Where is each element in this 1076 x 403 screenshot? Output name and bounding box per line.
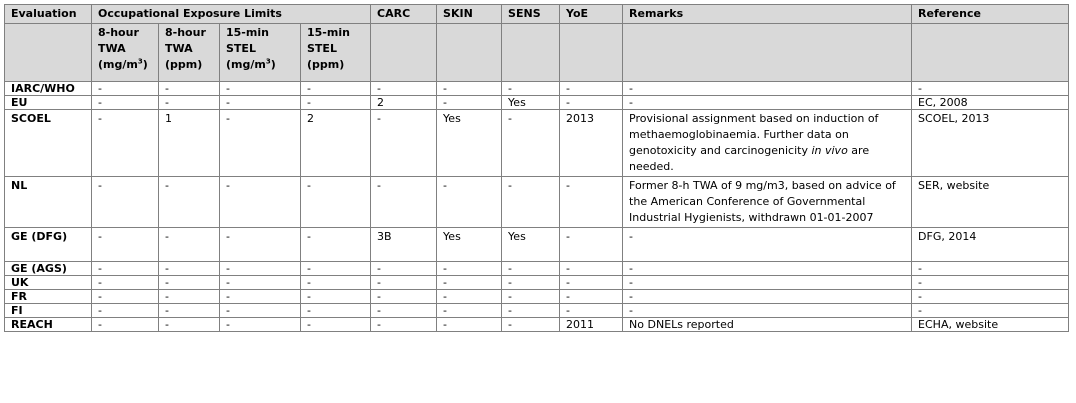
subheader-twa-mg-line2: TWA [98,42,126,55]
cell-remarks: - [623,290,912,304]
subheader-stel-mg-line2: STEL [226,42,256,55]
subheader-twa-mg-unit: (mg/m [98,58,138,71]
subheader-stel-mg-unit: (mg/m [226,58,266,71]
cell-twa-ppm: - [159,262,220,276]
cell-yoe: 2011 [560,318,623,332]
header-sens: SENS [502,5,560,24]
cell-yoe: 2013 [560,110,623,177]
cell-skin: Yes [437,228,502,262]
cell-sens: Yes [502,96,560,110]
subheader-twa-mg-close: ) [142,58,148,71]
cell-carc: 3B [371,228,437,262]
cell-stel-ppm: - [301,262,371,276]
cell-twa-mg: - [92,276,159,290]
subheader-stel-ppm [301,24,371,82]
cell-sens: - [502,177,560,228]
cell-evaluation: SCOEL [5,110,92,177]
cell-twa-ppm: - [159,82,220,96]
cell-twa-mg: - [92,110,159,177]
cell-sens: - [502,304,560,318]
cell-reference: DFG, 2014 [912,228,1069,262]
subheader-twa-ppm [159,24,220,82]
cell-reference: - [912,304,1069,318]
cell-sens: - [502,82,560,96]
cell-twa-mg: - [92,82,159,96]
subheader-empty [912,24,1069,82]
cell-evaluation: NL [5,177,92,228]
cell-reference: - [912,82,1069,96]
cell-carc: - [371,177,437,228]
cell-remarks: - [623,82,912,96]
cell-twa-mg: - [92,96,159,110]
subheader-empty [502,24,560,82]
subheader-empty [371,24,437,82]
cell-yoe: - [560,276,623,290]
cell-stel-mg: - [220,262,301,276]
cell-sens: - [502,318,560,332]
table-row [5,304,1069,318]
cell-remarks: - [623,228,912,262]
remarks-text-part: are needed. [629,144,870,173]
cell-remarks: - [623,96,912,110]
cell-remarks [623,110,912,177]
cell-skin: - [437,290,502,304]
cell-stel-mg: - [220,110,301,177]
cell-stel-mg: - [220,276,301,290]
subheader-stel-mg-sup: 3 [265,57,271,66]
cell-stel-mg: - [220,304,301,318]
cell-twa-mg: - [92,304,159,318]
cell-evaluation: GE (AGS) [5,262,92,276]
cell-yoe: - [560,177,623,228]
cell-reference: EC, 2008 [912,96,1069,110]
cell-carc: 2 [371,96,437,110]
cell-twa-ppm: - [159,290,220,304]
cell-stel-ppm: 2 [301,110,371,177]
cell-stel-ppm: - [301,96,371,110]
cell-stel-mg: - [220,177,301,228]
subheader-stel-ppm-line1: 15-min [307,26,350,39]
cell-sens: - [502,276,560,290]
subheader-empty [5,24,92,82]
cell-carc: - [371,82,437,96]
cell-twa-mg: - [92,290,159,304]
header-evaluation: Evaluation [5,5,92,24]
cell-reference: ECHA, website [912,318,1069,332]
cell-yoe: - [560,82,623,96]
cell-twa-ppm: 1 [159,110,220,177]
subheader-empty [623,24,912,82]
cell-remarks: No DNELs reported [623,318,912,332]
oel-table [4,4,1069,332]
subheader-twa-mg-sup: 3 [137,57,143,66]
cell-twa-mg: - [92,228,159,262]
cell-remarks: Former 8-h TWA of 9 mg/m3, based on advice of the American Conference of Governmental Industrial Hygienists, withdrawn 01-01-2007 [623,177,912,228]
cell-remarks: - [623,262,912,276]
subheader-empty [560,24,623,82]
cell-sens: Yes [502,228,560,262]
header-reference: Reference [912,5,1069,24]
cell-twa-ppm: - [159,276,220,290]
cell-twa-ppm: - [159,304,220,318]
table-row [5,290,1069,304]
cell-sens: - [502,110,560,177]
cell-evaluation: REACH [5,318,92,332]
table-row [5,177,1069,228]
subheader-row [5,24,1069,82]
cell-stel-ppm: - [301,177,371,228]
cell-skin: - [437,82,502,96]
subheader-stel-ppm-line2: STEL [307,42,337,55]
header-yoe: YoE [560,5,623,24]
cell-stel-mg: - [220,82,301,96]
cell-stel-mg: - [220,290,301,304]
table-row [5,276,1069,290]
cell-stel-ppm: - [301,82,371,96]
cell-yoe: - [560,262,623,276]
header-carc: CARC [371,5,437,24]
subheader-twa-mg-line1: 8-hour [98,26,139,39]
cell-remarks: - [623,276,912,290]
cell-carc: - [371,290,437,304]
cell-carc: - [371,318,437,332]
header-skin: SKIN [437,5,502,24]
cell-evaluation: EU [5,96,92,110]
cell-twa-ppm: - [159,96,220,110]
cell-skin: - [437,96,502,110]
cell-twa-mg: - [92,262,159,276]
table-row [5,262,1069,276]
cell-evaluation: UK [5,276,92,290]
cell-twa-mg: - [92,177,159,228]
cell-yoe: - [560,304,623,318]
remarks-italic-part: in vivo [811,144,848,157]
cell-twa-mg: - [92,318,159,332]
cell-yoe: - [560,290,623,304]
header-oel: Occupational Exposure Limits [92,5,371,24]
cell-reference: - [912,290,1069,304]
remarks-text-part: Provisional assignment based on induction of methaemoglobinaemia. Further data on genotoxicity and carcinogenicity [629,112,879,157]
cell-yoe: - [560,96,623,110]
subheader-stel-ppm-unit: (ppm) [307,58,345,71]
cell-skin: Yes [437,110,502,177]
subheader-stel-mg-line1: 15-min [226,26,269,39]
header-remarks: Remarks [623,5,912,24]
table-row [5,228,1069,262]
cell-skin: - [437,262,502,276]
cell-evaluation: IARC/WHO [5,82,92,96]
subheader-twa-ppm-unit: (ppm) [165,58,203,71]
cell-evaluation: FI [5,304,92,318]
subheader-stel-mg [220,24,301,82]
cell-evaluation: GE (DFG) [5,228,92,262]
cell-skin: - [437,177,502,228]
cell-sens: - [502,262,560,276]
cell-carc: - [371,276,437,290]
cell-reference: - [912,262,1069,276]
cell-stel-ppm: - [301,276,371,290]
cell-stel-mg: - [220,228,301,262]
cell-stel-ppm: - [301,304,371,318]
cell-stel-mg: - [220,96,301,110]
subheader-twa-ppm-line2: TWA [165,42,193,55]
cell-skin: - [437,304,502,318]
cell-skin: - [437,276,502,290]
cell-yoe: - [560,228,623,262]
table-row [5,96,1069,110]
cell-twa-ppm: - [159,177,220,228]
cell-twa-ppm: - [159,318,220,332]
subheader-stel-mg-close: ) [270,58,276,71]
cell-reference: SCOEL, 2013 [912,110,1069,177]
table-row [5,82,1069,96]
cell-stel-ppm: - [301,318,371,332]
cell-remarks: - [623,304,912,318]
cell-sens: - [502,290,560,304]
table-row [5,110,1069,177]
header-row [5,5,1069,24]
subheader-twa-mg [92,24,159,82]
subheader-empty [437,24,502,82]
subheader-twa-ppm-line1: 8-hour [165,26,206,39]
cell-skin: - [437,318,502,332]
cell-stel-ppm: - [301,228,371,262]
cell-twa-ppm: - [159,228,220,262]
cell-stel-ppm: - [301,290,371,304]
cell-stel-mg: - [220,318,301,332]
cell-carc: - [371,262,437,276]
cell-evaluation: FR [5,290,92,304]
cell-carc: - [371,304,437,318]
table-row [5,318,1069,332]
cell-reference: SER, website [912,177,1069,228]
cell-carc: - [371,110,437,177]
cell-reference: - [912,276,1069,290]
